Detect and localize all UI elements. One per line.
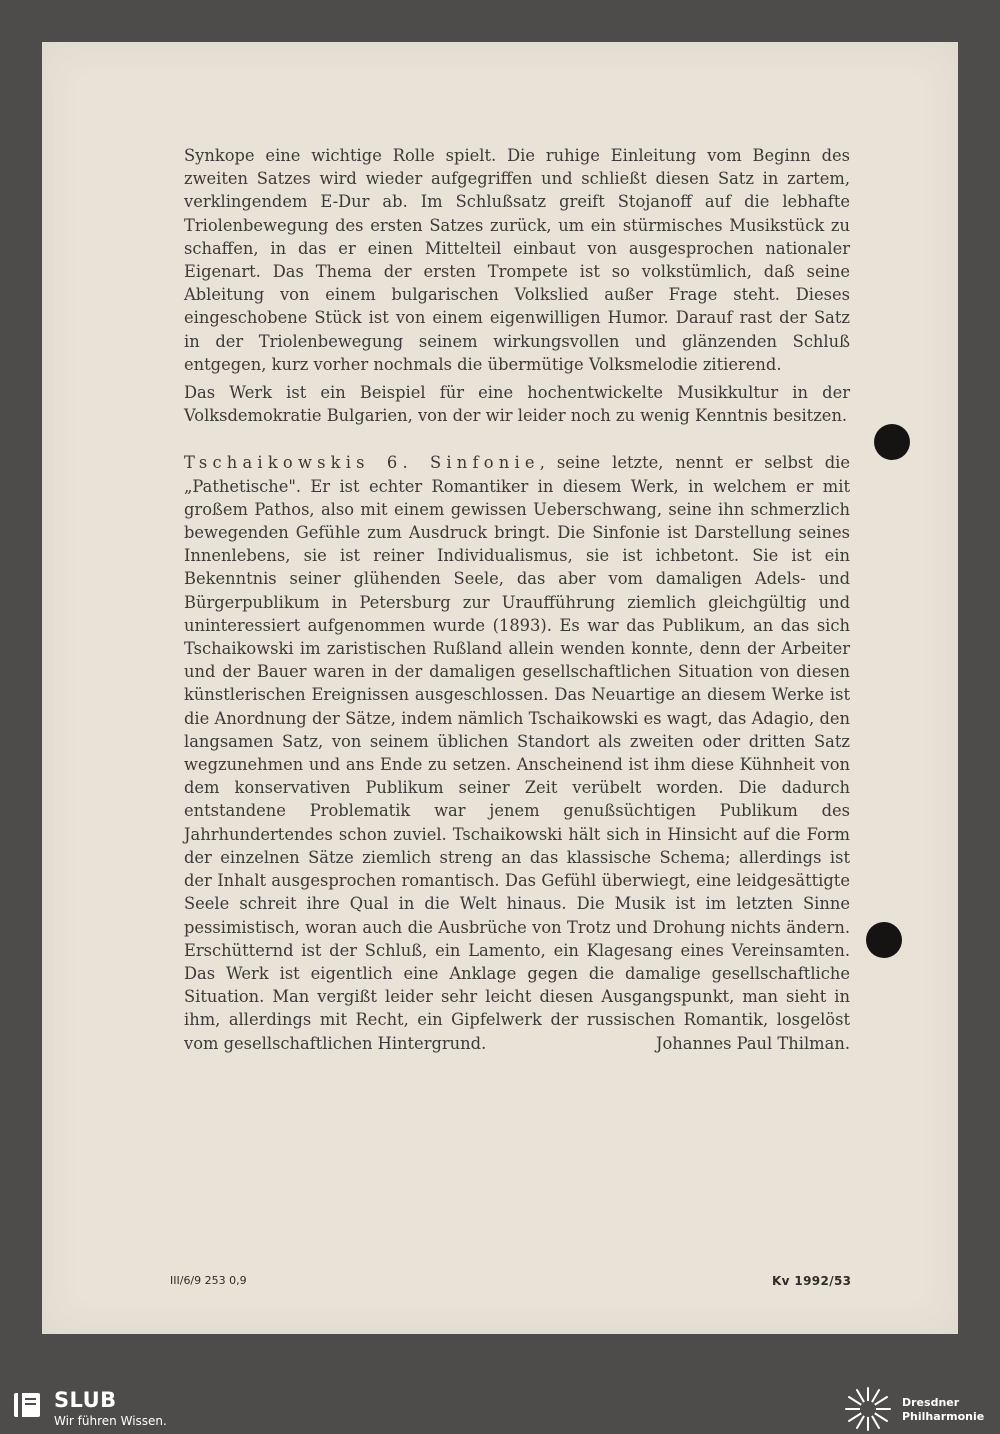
paragraph-tschaikowski [184, 451, 850, 1054]
punch-hole [874, 424, 910, 460]
paragraph-stojanoff: Synkope eine wichtige Rolle spielt. Die ruhige Einleitung vom Beginn des zweiten Satzes wird wieder aufgegriffen und schließt diesen Satz in zartem, verklingendem E-Dur ab. Im Schlußsatz greift Stojanoff auf die lebhafte Triolenbewegung des ersten Satzes zurück, um ein stürmisches Musikstück zu schaffen, in das er einen Mittelteil einbaut von ausgesprochen nationaler Eigenart. Das Thema der ersten Trompete ist so volkstümlich, daß seine Ableitung von einem bulgarischen Volkslied außer Frage steht. Dieses eingeschobene Stück ist von einem eigenwilligen Humor. Darauf rast der Satz in der Triolenbewegung seinem wirkungsvollen und glänzenden Schluß entgegen, kurz vorher nochmals die übermütige Volksmelodie zitierend. [184, 146, 850, 374]
license-code: Kv 1992/53 [772, 1274, 852, 1288]
footer-branding-bar [0, 1384, 1000, 1434]
article-text [184, 144, 850, 1055]
library-tagline: Wir führen Wissen. [54, 1414, 167, 1428]
scanned-page [42, 42, 958, 1334]
sunburst-logo-icon[interactable] [842, 1386, 894, 1432]
partner-name-line1: Dresdner [902, 1396, 960, 1409]
paragraph-bulgaria: Das Werk ist ein Beispiel für eine hochentwickelte Musikkultur in der Volksdemokratie Bulgarien, von der wir leider noch zu wenig Kenntnis besitzen. [184, 383, 850, 426]
partner-name-line2: Philharmonie [902, 1410, 985, 1423]
paragraph-body: , seine letzte, nennt er selbst die „Pathetische". Er ist echter Romantiker in diesem Werk, in welchem er mit großem Pathos, also mit einem gewissen Ueberschwang, seine ihn schmerzlich bewegenden Gefühle zum Ausdruck bringt. Die Sinfonie ist Darstellung seines Innenlebens, sie ist reiner Individualismus, sie ist ichbetont. Sie ist ein Bekenntnis seiner glühenden Seele, das aber vom damaligen Adels- und Bürgerpublikum in Petersburg zur Uraufführung ziemlich gleichgültig und uninteressiert aufgenommen wurde (1893). Es war das Publikum, an das sich Tschaikowski im zaristischen Rußland allein wenden konnte, denn der Arbeiter und der Bauer waren in der damaligen gesellschaftlichen Situation von diesen künstlerischen Ereignissen ausgeschlossen. Das Neuartige an diesem Werke ist die Anordnung der Sätze, indem nämlich Tschaikowski es wagt, das Adagio, den langsamen Satz, von seinem üblichen Standort als zweiten oder dritten Satz wegzunehmen und ans Ende zu setzen. Anscheinend ist ihm diese Kühnheit von dem konservativen Publikum seiner Zeit verübelt worden. Die dadurch entstandene Problematik war jenem genußsüchtigen Publikum des Jahrhundertendes schon zuviel. Tschaikowski hält sich in Hinsicht auf die Form der einzelnen Sätze ziemlich streng an das klassische Schema; allerdings ist der Inhalt ausgesprochen romantisch. Das Gefühl überwiegt, eine leidgesättigte Seele schreit ihre Qual in die Welt hinaus. Die Musik ist im letzten Sinne pessimistisch, woran auch die Ausbrüche von Trotz und Drohung nichts ändern. Erschütternd ist der Schluß, ein Lamento, ein Klagesang eines Vereinsamten. Das Werk ist eigentlich eine Anklage gegen die damalige gesellschaftliche Situation. Man vergißt leider sehr leicht diesen Ausgangspunkt, man sieht in ihm, allerdings mit Recht, ein Gipfelwerk der russischen Romantik, losgelöst vom gesellschaftlichen Hintergrund. [184, 453, 850, 1053]
punch-hole [866, 922, 902, 958]
library-name[interactable]: SLUB [54, 1388, 117, 1412]
paragraph-lead: Tschaikowskis 6. Sinfonie [184, 453, 540, 473]
print-code: III/6/9 253 0,9 [170, 1274, 247, 1287]
author-signature: Johannes Paul Thilman. [655, 1033, 850, 1053]
book-icon [12, 1390, 42, 1420]
